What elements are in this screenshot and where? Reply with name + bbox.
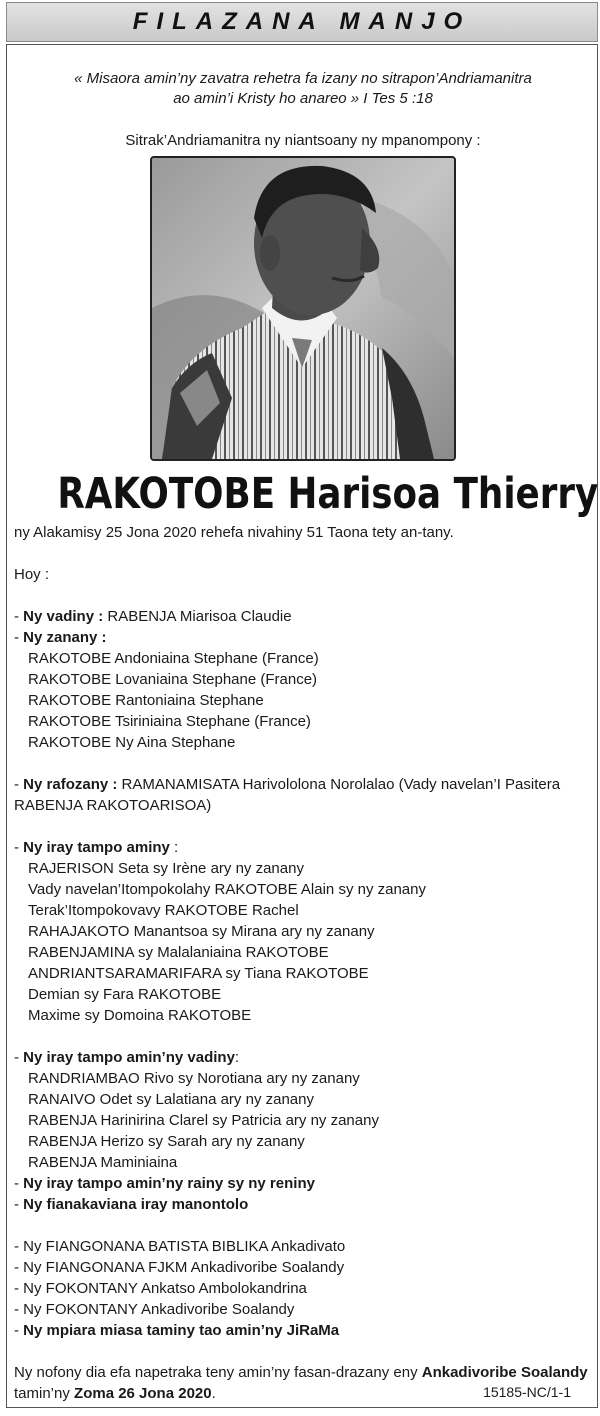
spouse-siblings-label: Ny iray tampo amin’ny vadiny <box>23 1049 235 1066</box>
list-item: RAJERISON Seta sy Irène ary ny zanany <box>28 860 304 877</box>
verse-line-2: ao amin’i Kristy ho anareo » I Tes 5 :18 <box>173 90 433 107</box>
relatives-line: - Ny fianakaviana iray manontolo <box>14 1196 249 1213</box>
portrait-icon <box>152 158 454 459</box>
list-item: RAKOTOBE Rantoniaina Stephane <box>28 692 264 709</box>
verse-line-1: « Misaora amin’ny zavatra rehetra fa izany no sitrapon’Andriamanitra <box>74 70 532 87</box>
list-item: RAKOTOBE Lovaniaina Stephane (France) <box>28 671 318 688</box>
list-item: RAKOTOBE Ny Aina Stephane <box>28 734 236 751</box>
org-line: - Ny FIANGONANA BATISTA BIBLIKA Ankadivato <box>14 1238 346 1255</box>
list-item: Vady navelan’Itompokolahy RAKOTOBE Alain sy ny zanany <box>28 881 426 898</box>
inlaw-label: Ny rafozany : <box>23 776 118 793</box>
spouse-siblings-suffix: : <box>234 1049 240 1066</box>
list-item: Terak’Itompokovavy RAKOTOBE Rachel <box>28 902 299 919</box>
burial-date: Zoma 26 Jona 2020 <box>74 1385 212 1402</box>
inlaw-value: RAMANAMISATA Harivololona Norolalao (Vady navelan’I Pasitera RABENJA RAKOTOARISOA) <box>14 776 561 814</box>
list-item: ANDRIANTSARAMARIFARA sy Tiana RAKOTOBE <box>28 965 369 982</box>
list-item: Maxime sy Domoina RAKOTOBE <box>28 1007 252 1024</box>
portrait-photo <box>150 156 456 461</box>
list-item: RANAIVO Odet sy Lalatiana ary ny zanany <box>28 1091 314 1108</box>
spouse-value: RABENJA Miarisoa Claudie <box>103 608 292 625</box>
list-item: RANDRIAMBAO Rivo sy Norotiana ary ny zanany <box>28 1070 360 1087</box>
death-line: ny Alakamisy 25 Jona 2020 rehefa nivahiny 51 Taona tety an-tany. <box>14 524 454 541</box>
relatives-label: Ny fianakaviana iray manontolo <box>23 1196 249 1213</box>
notice-header <box>6 2 598 42</box>
burial-line <box>14 1362 594 1383</box>
org-line: - Ny FOKONTANY Ankatso Ambolokandrina <box>14 1280 307 1297</box>
hoy-label: Hoy : <box>14 566 50 583</box>
list-item: RAHAJAKOTO Manantsoa sy Mirana ary ny zanany <box>28 923 375 940</box>
list-item: Demian sy Fara RAKOTOBE <box>28 986 222 1003</box>
inlaw-line: - Ny rafozany : RAMANAMISATA Harivololona Norolalao (Vady navelan’I Pasitera RABENJA RAKOTOARISOA) <box>14 776 561 814</box>
deceased-name: RAKOTOBE Harisoa Thierry <box>57 469 599 519</box>
list-item: RABENJAMINA sy Malalaniaina RAKOTOBE <box>28 944 329 961</box>
list-item: RAKOTOBE Tsiriniaina Stephane (France) <box>28 713 311 730</box>
notice-frame <box>6 44 598 1408</box>
children-heading: - Ny zanany : <box>14 629 107 646</box>
notice-body <box>14 522 594 1404</box>
spouse-label: Ny vadiny : <box>23 608 104 625</box>
children-label: Ny zanany : <box>23 629 107 646</box>
list-item: RABENJA Maminiaina <box>28 1154 178 1171</box>
burial-place: Ankadivoribe Soalandy <box>421 1364 588 1381</box>
list-item: RABENJA Herizo sy Sarah ary ny zanany <box>28 1133 305 1150</box>
burial-text-2: tamin’ny <box>14 1385 75 1402</box>
parents-siblings-label: Ny iray tampo amin’ny rainy sy ny reniny <box>23 1175 315 1192</box>
org-line: - Ny FOKONTANY Ankadivoribe Soalandy <box>14 1301 295 1318</box>
siblings-heading: - Ny iray tampo aminy : <box>14 839 179 856</box>
colleagues-line: - Ny mpiara miasa taminy tao amin’ny JiRaMa <box>14 1322 340 1339</box>
list-item: RAKOTOBE Andoniaina Stephane (France) <box>28 650 319 667</box>
spouse-siblings-heading: - Ny iray tampo amin’ny vadiny: <box>14 1049 240 1066</box>
siblings-suffix: : <box>169 839 179 856</box>
thanks-line: Sitrak’Andriamanitra ny niantsoany ny mpanompony : <box>125 132 481 149</box>
list-item: RABENJA Harinirina Clarel sy Patricia ary ny zanany <box>28 1112 379 1129</box>
colleagues-label: Ny mpiara miasa taminy tao amin’ny JiRaMa <box>23 1322 340 1339</box>
burial-text: Ny nofony dia efa napetraka teny amin’ny fasan-drazany eny <box>14 1364 422 1381</box>
reference-code: 15185-NC/1-1 <box>483 1384 571 1400</box>
header-title: FILAZANA MANJO <box>132 8 472 35</box>
bible-verse <box>7 69 599 109</box>
org-line: - Ny FIANGONANA FJKM Ankadivoribe Soalandy <box>14 1259 345 1276</box>
spouse-line: - Ny vadiny : RABENJA Miarisoa Claudie <box>14 608 292 625</box>
parents-siblings-line: - Ny iray tampo amin’ny rainy sy ny reniny <box>14 1175 315 1192</box>
siblings-label: Ny iray tampo aminy <box>23 839 170 856</box>
burial-end: . <box>211 1385 216 1402</box>
